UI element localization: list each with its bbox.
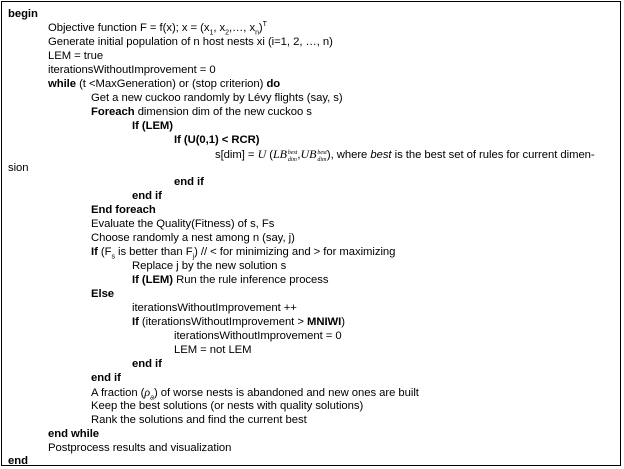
iterations-increment-line: iterationsWithoutImprovement ++ <box>132 302 297 314</box>
sdim-assignment-line: s[dim] = U (LB best dim ,UB best dim ), where best is the best set of rules for current dimen- <box>215 147 595 163</box>
postprocess-line: Postprocess results and visualization <box>48 442 232 454</box>
keep-best-line: Keep the best solutions (or nests with quality solutions) <box>91 400 364 412</box>
evaluate-line: Evaluate the Quality(Fitness) of s, Fs <box>91 218 275 230</box>
iterations-init-line: iterationsWithoutImprovement = 0 <box>48 64 216 76</box>
else-keyword: Else <box>91 288 115 300</box>
objective-function-line: Objective function F = f(x); $x = (x_1$, $x_2,\dots$, $x_n)^T$ <box>48 21 267 37</box>
lem-toggle-line: LEM = not LEM <box>174 344 252 356</box>
if-lem-line: If (LEM) <box>132 120 174 132</box>
foreach-line: Foreach dimension dim of the new cuckoo s <box>91 106 312 118</box>
end-if-lem: end if <box>132 190 162 202</box>
lem-init-line: LEM = true <box>48 50 104 62</box>
generate-population-line: Generate initial population of n host nests xi (i=1, 2, …, n) <box>48 36 333 48</box>
end-while: end while <box>48 428 100 440</box>
sion-continuation-line: sion <box>8 162 29 174</box>
replace-line: Replace j by the new solution s <box>132 260 287 272</box>
begin-keyword: begin <box>8 8 38 20</box>
abandon-fraction-line: A fraction $(\rho_a)$ of worse nests is abandoned and new ones are built <box>91 385 419 402</box>
end-if-rcr: end if <box>174 176 204 188</box>
end-keyword: end <box>8 455 28 467</box>
end-if-mniwi: end if <box>132 358 162 370</box>
if-mniwi-line: If (iterationsWithoutImprovement > MNIWI) <box>132 316 345 328</box>
choose-nest-line: Choose randomly a nest among n (say, j) <box>91 232 295 244</box>
end-foreach: End foreach <box>91 204 156 216</box>
algorithm-box <box>1 1 621 466</box>
iterations-reset-line: iterationsWithoutImprovement = 0 <box>174 330 342 342</box>
if-lem-inference-line: If (LEM) Run the rule inference process <box>132 274 329 286</box>
while-line: while (t <MaxGeneration) or (stop criterion) do <box>48 78 281 90</box>
levy-flight-line: Get a new cuckoo randomly by Lévy flights (say, s) <box>91 92 343 104</box>
if-rcr-line: If (U(0,1) < RCR) <box>174 134 260 146</box>
rank-solutions-line: Rank the solutions and find the current best <box>91 414 307 426</box>
end-if-fitness: end if <box>91 372 121 384</box>
if-fitness-line: If ($F_s$ is better than $F_j$) // < for minimizing and > for maximizing <box>91 246 396 261</box>
